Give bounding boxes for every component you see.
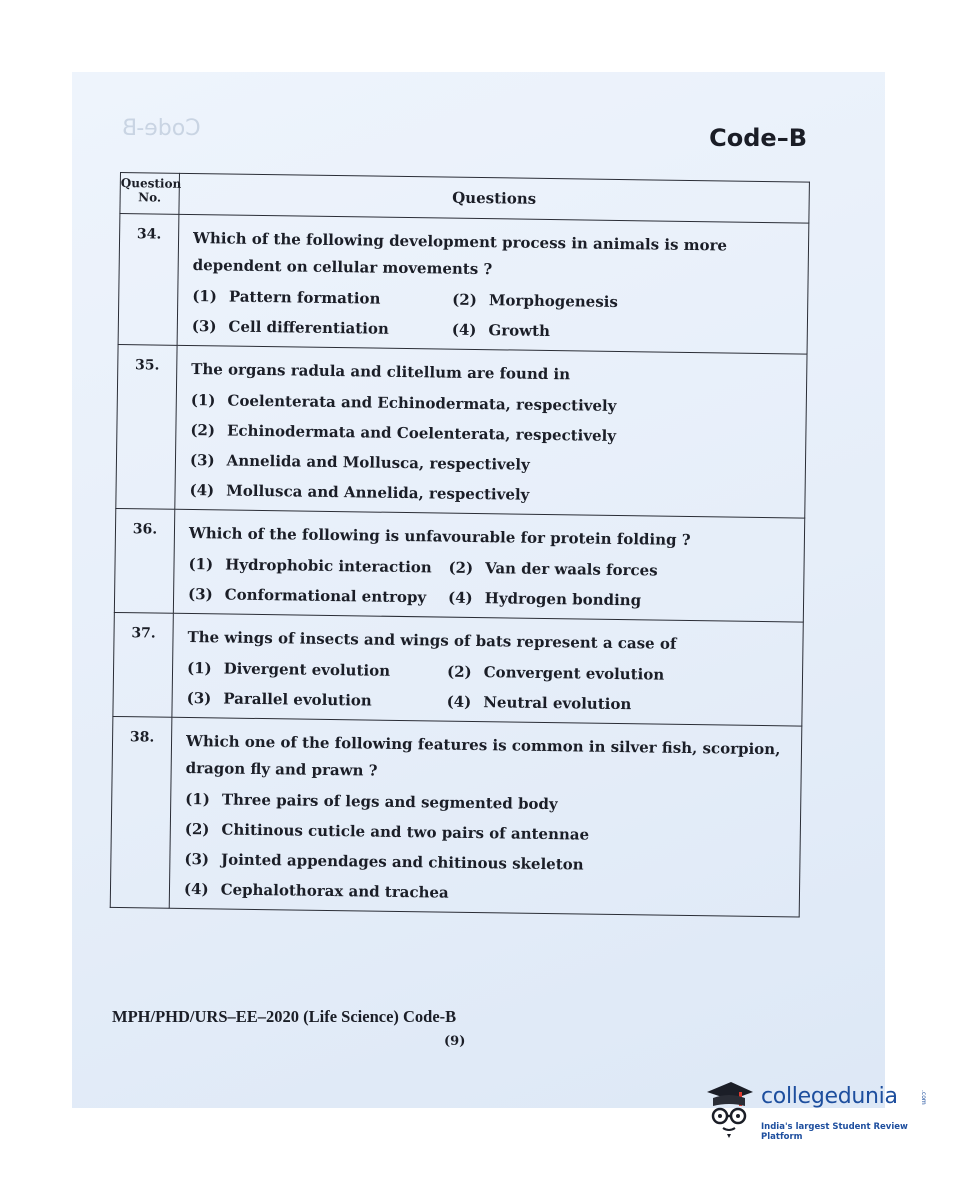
bleed-through-code: Code-B [122, 116, 201, 141]
question-number: 34. [118, 214, 179, 346]
question-text: The organs radula and clitellum are found in [191, 360, 571, 384]
option-number: (2) [452, 290, 478, 309]
option-text: Jointed appendages and chitinous skeleton [220, 850, 584, 874]
option-text: Echinodermata and Coelenterata, respectively [226, 421, 617, 445]
answer-option [188, 583, 448, 609]
option-list [187, 657, 795, 717]
option-text: Growth [488, 321, 551, 341]
option-text: Annelida and Mollusca, respectively [226, 451, 530, 474]
option-number: (4) [451, 320, 477, 339]
option-number: (1) [188, 554, 214, 574]
question-cell [172, 613, 803, 726]
option-number: (1) [185, 789, 211, 809]
question-cell [177, 214, 809, 354]
question-no-header: Question No. [120, 173, 180, 215]
question-row [116, 344, 807, 518]
option-text: Mollusca and Annelida, respectively [226, 481, 530, 504]
question-number: 38. [110, 716, 172, 908]
answer-option [446, 691, 793, 718]
option-text: Hydrogen bonding [484, 589, 642, 610]
paper-code: Code–B [709, 124, 807, 152]
option-text: Parallel evolution [223, 689, 372, 710]
brand-suffix: .com [920, 1090, 927, 1105]
option-number: (2) [446, 662, 472, 681]
option-number: (2) [448, 558, 474, 577]
answer-option [188, 553, 448, 579]
question-cell [169, 717, 802, 917]
answer-option [448, 587, 795, 614]
option-text: Neutral evolution [483, 693, 632, 714]
option-number: (3) [187, 584, 213, 604]
question-row [110, 716, 802, 917]
question-table [110, 172, 810, 918]
option-number: (3) [184, 849, 210, 869]
option-text: Coelenterata and Echinodermata, respectively [227, 391, 617, 415]
option-number: (4) [447, 588, 473, 607]
option-number: (2) [184, 819, 210, 839]
option-text: Hydrophobic interaction [225, 555, 432, 577]
answer-option [192, 315, 452, 341]
mascot-logo-icon [703, 1078, 755, 1138]
option-text: Cephalothorax and trachea [220, 880, 449, 902]
question-number: 36. [114, 508, 174, 613]
question-number: 37. [113, 612, 173, 717]
option-list [188, 553, 796, 613]
option-number: (2) [190, 421, 216, 440]
option-text: Van der waals forces [485, 559, 658, 580]
option-text: Cell differentiation [228, 317, 389, 338]
answer-option [192, 285, 452, 311]
option-number: (4) [183, 879, 209, 899]
option-text: Pattern formation [228, 287, 381, 308]
question-text: The wings of insects and wings of bats represent a case of [187, 627, 677, 653]
option-list [184, 788, 793, 908]
option-number: (1) [190, 391, 216, 410]
option-number: (1) [192, 287, 218, 306]
option-number: (3) [189, 451, 215, 470]
question-number: 35. [116, 344, 177, 509]
answer-option [448, 557, 795, 584]
answer-option [187, 687, 447, 713]
answer-option [185, 818, 792, 848]
exam-footer: MPH/PHD/URS–EE–2020 (Life Science) Code-B [112, 1007, 457, 1026]
option-text: Three pairs of legs and segmented body [221, 790, 558, 814]
answer-option [190, 419, 797, 449]
question-text: Which of the following is unfavourable for protein folding ? [188, 523, 691, 550]
question-text: Which of the following development process in animals is more dependent on cellular movements ? [192, 229, 728, 279]
answer-option [452, 319, 799, 346]
answer-option [452, 289, 799, 316]
option-list [192, 285, 800, 345]
collegedunia-watermark [703, 1078, 933, 1148]
question-text: Which one of the following features is common in silver fish, scorpion, dragon fly and prawn ? [185, 731, 781, 780]
answer-option [184, 848, 791, 878]
answer-option [189, 479, 796, 509]
option-text: Divergent evolution [223, 659, 391, 680]
question-row [113, 612, 803, 726]
option-number: (3) [191, 317, 217, 336]
answer-option [191, 389, 798, 419]
question-row [118, 214, 809, 355]
page-number: (9) [444, 1034, 466, 1049]
answer-option [447, 661, 794, 688]
question-cell [175, 345, 807, 518]
option-text: Convergent evolution [483, 663, 665, 684]
answer-option [187, 657, 447, 683]
exam-page [72, 72, 885, 1108]
brand-tagline: India's largest Student Review Platform [761, 1122, 908, 1142]
option-number: (4) [189, 481, 215, 500]
option-text: Morphogenesis [488, 291, 618, 311]
option-text: Conformational entropy [224, 585, 427, 607]
question-row [114, 508, 804, 622]
brand-name: collegedunia [761, 1084, 898, 1109]
option-text: Chitinous cuticle and two pairs of antennae [221, 820, 590, 844]
answer-option [184, 878, 791, 908]
option-number: (3) [186, 688, 212, 708]
question-rows [110, 214, 809, 918]
option-number: (1) [186, 658, 212, 678]
option-number: (4) [446, 692, 472, 711]
question-cell [173, 509, 804, 622]
answer-option [185, 788, 792, 818]
option-list [189, 389, 798, 509]
questions-header: Questions [179, 173, 810, 223]
answer-option [190, 449, 797, 479]
question-table-wrapper [110, 172, 810, 918]
